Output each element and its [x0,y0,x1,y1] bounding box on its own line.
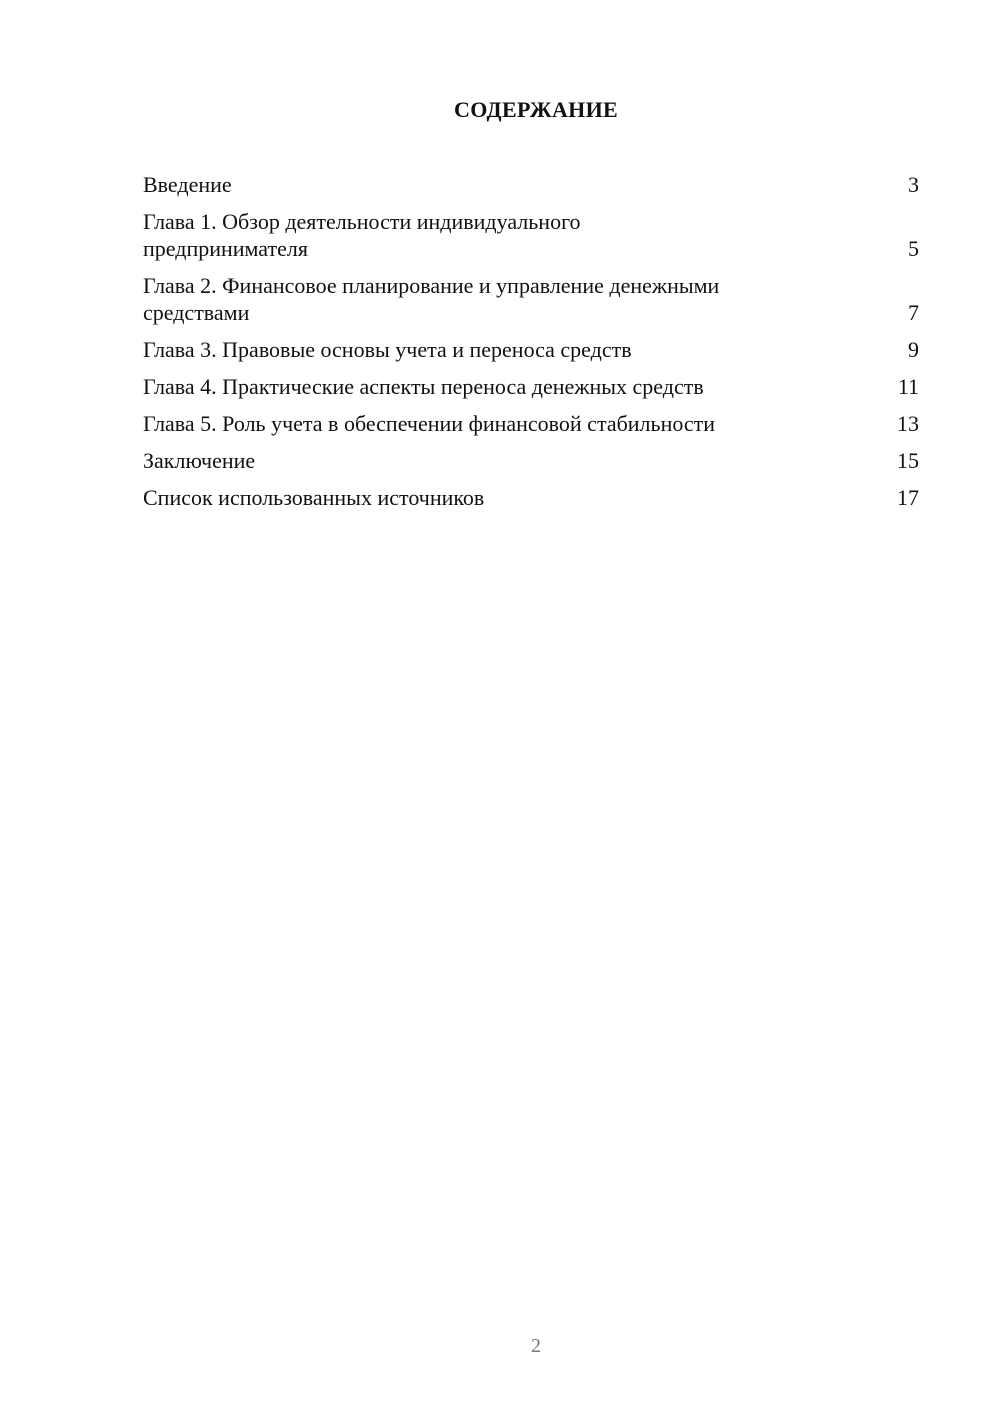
toc-item-title: Глава 1. Обзор деятельности индивидуального предпринимателя [143,209,581,261]
toc-item-chapter-5[interactable] [143,410,919,437]
toc-item-chapter-1[interactable] [143,208,919,262]
toc-item-page: 3 [908,172,919,197]
toc-item-chapter-3[interactable] [143,336,919,363]
toc-item-references[interactable] [143,484,919,511]
toc-item-page: 11 [897,374,919,399]
toc-item-page: 5 [908,236,919,261]
toc-item-introduction[interactable] [143,171,919,198]
page-title: СОДЕРЖАНИЕ [454,97,618,122]
toc-item-title: Глава 3. Правовые основы учета и переноса средств [143,337,632,362]
toc-item-page: 7 [908,300,919,325]
toc-item-title: Глава 4. Практические аспекты переноса денежных средств [143,374,704,399]
toc-item-page: 13 [897,411,919,436]
toc-item-title: Заключение [143,448,256,473]
toc-item-title: Список использованных источников [143,485,485,510]
toc-item-chapter-2[interactable] [143,272,919,326]
toc-item-page: 17 [897,485,919,510]
toc-item-title: Глава 2. Финансовое планирование и управление денежными средствами [143,273,720,325]
toc-item-page: 9 [908,337,919,362]
table-of-contents [143,171,919,521]
toc-item-title: Введение [143,172,232,197]
toc-item-chapter-4[interactable] [143,373,919,400]
page-number: 2 [531,1335,541,1357]
toc-item-title: Глава 5. Роль учета в обеспечении финансовой стабильности [143,411,716,436]
toc-item-page: 15 [897,448,919,473]
toc-item-conclusion[interactable] [143,447,919,474]
